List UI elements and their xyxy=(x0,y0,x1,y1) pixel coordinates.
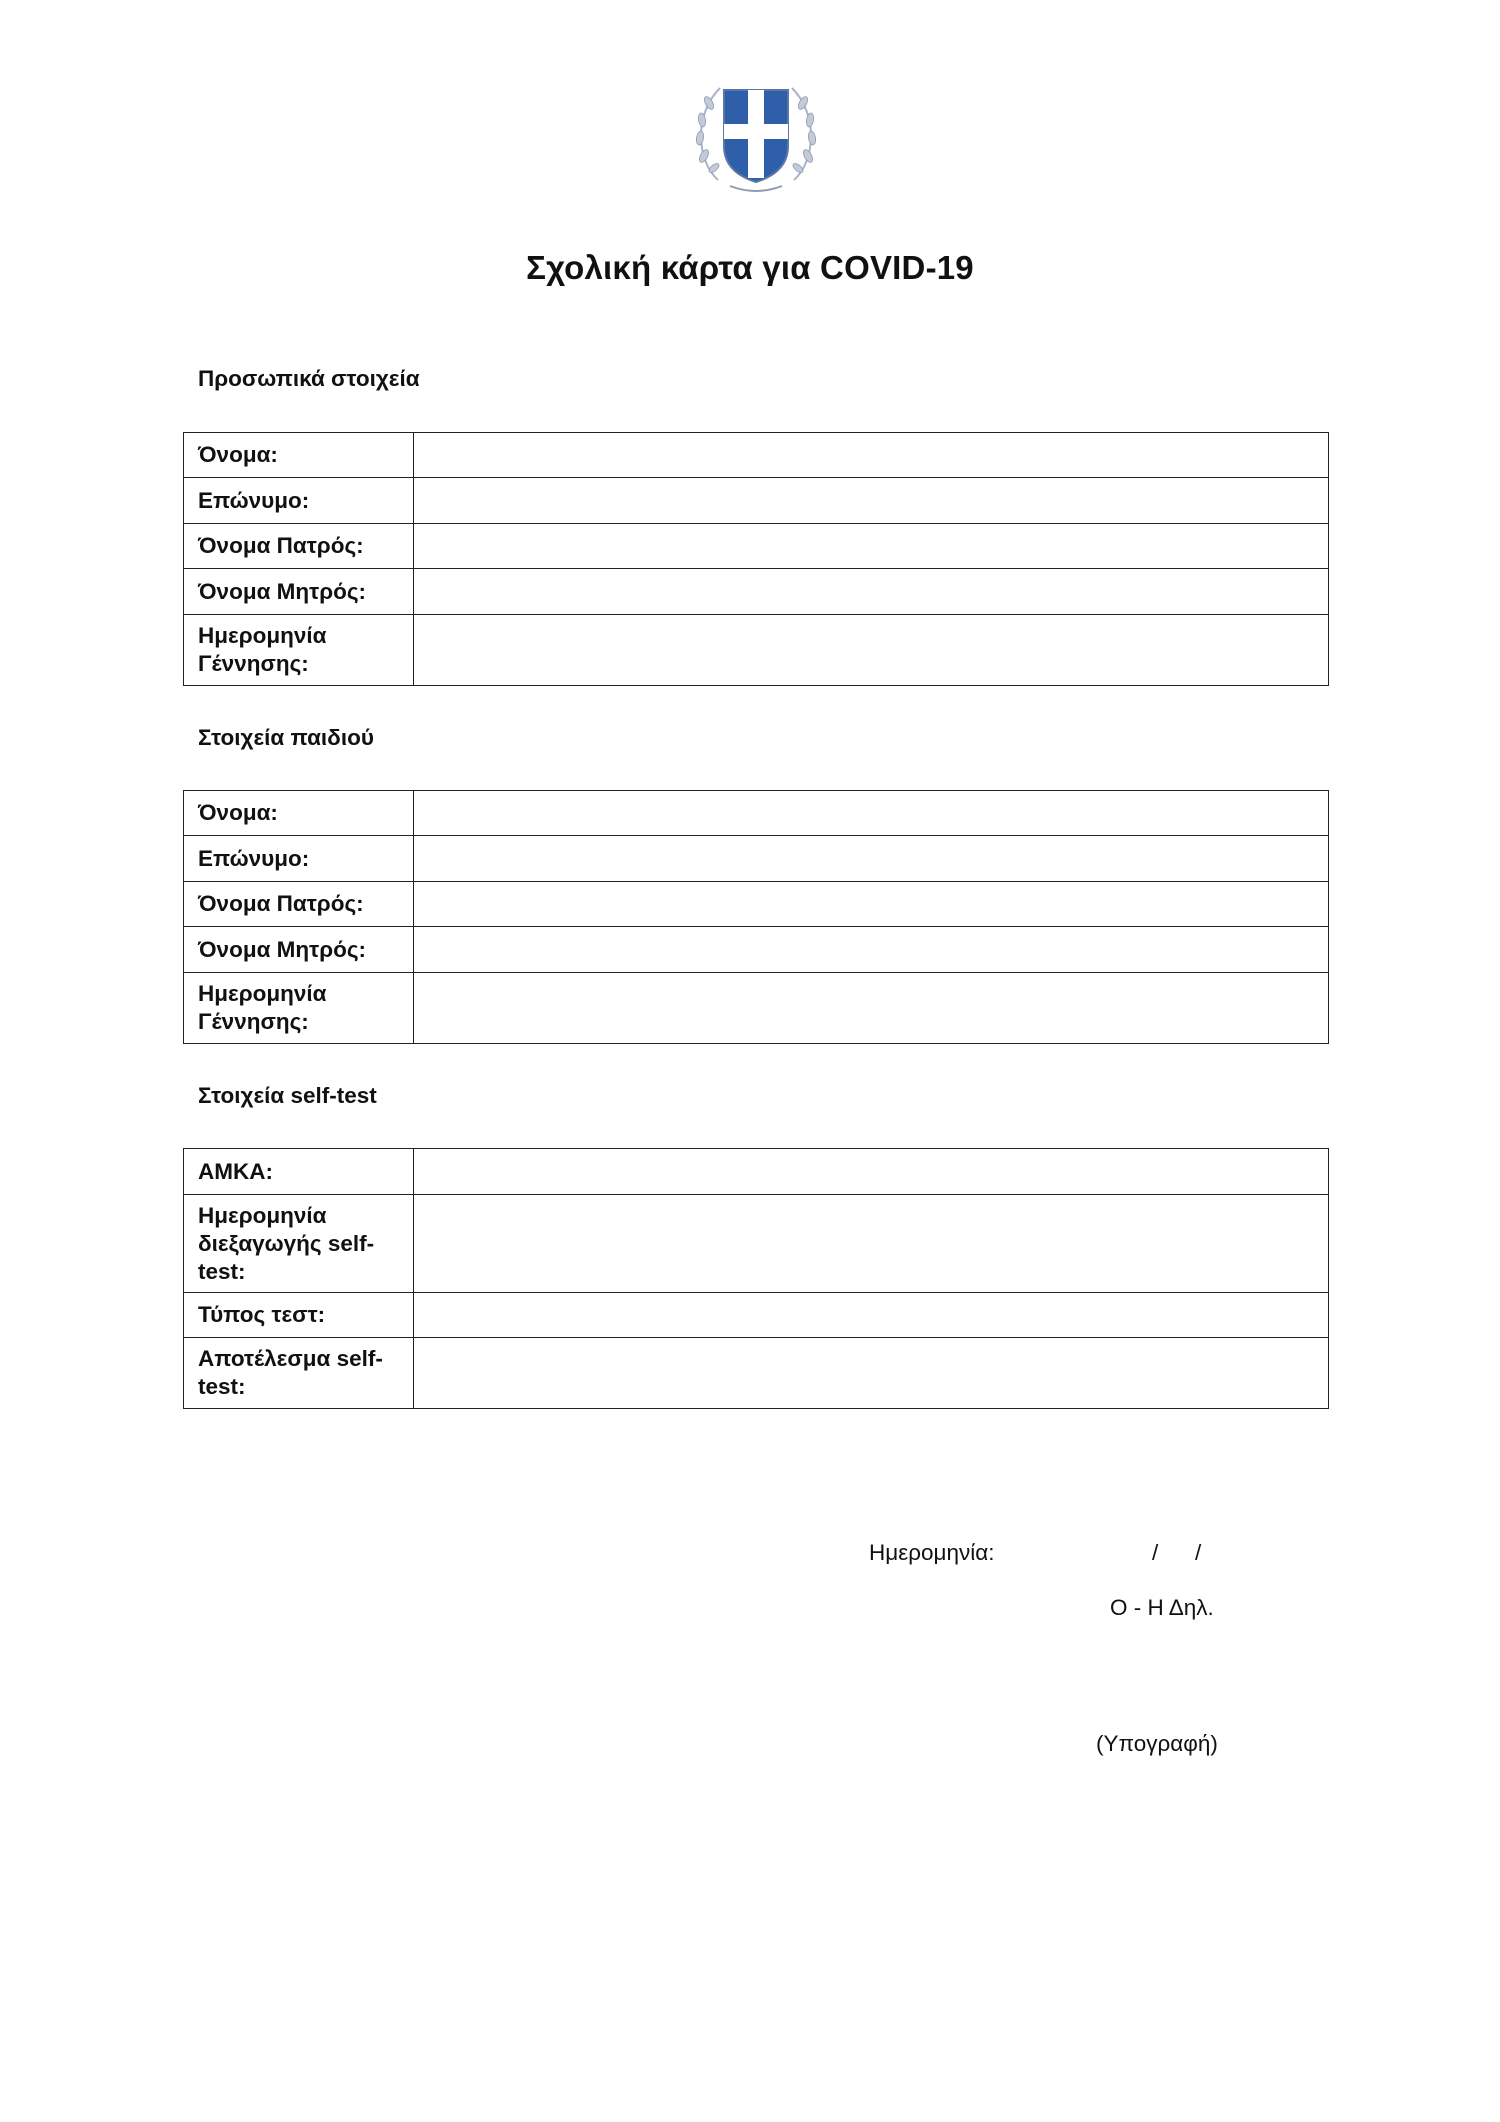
child-details-table xyxy=(183,790,1329,1044)
date-separator: / xyxy=(1195,1540,1202,1565)
section-title-personal: Προσωπικά στοιχεία xyxy=(198,366,420,391)
field-label: Ημερομηνία Γέννησης: xyxy=(184,615,414,686)
table-row xyxy=(184,1293,1329,1338)
signature-label: (Υπογραφή) xyxy=(1096,1731,1218,1756)
section-title-self-test: Στοιχεία self-test xyxy=(198,1083,377,1108)
field-label: Όνομα Μητρός: xyxy=(184,927,414,973)
table-row xyxy=(184,836,1329,882)
field-label: ΑΜΚΑ: xyxy=(184,1149,414,1195)
table-row xyxy=(184,1149,1329,1195)
amka-field[interactable] xyxy=(414,1149,1329,1195)
table-row xyxy=(184,478,1329,524)
field-label: Επώνυμο: xyxy=(184,478,414,524)
test-date-field[interactable] xyxy=(414,1195,1329,1293)
field-label: Τύπος τεστ: xyxy=(184,1293,414,1338)
child-birth-date-field[interactable] xyxy=(414,973,1329,1044)
field-label: Όνομα: xyxy=(184,791,414,836)
field-label: Επώνυμο: xyxy=(184,836,414,882)
declarant-label: Ο - Η Δηλ. xyxy=(1110,1595,1214,1620)
child-first-name-field[interactable] xyxy=(414,791,1329,836)
field-label: Αποτέλεσμα self-test: xyxy=(184,1338,414,1409)
table-row xyxy=(184,433,1329,478)
table-row xyxy=(184,791,1329,836)
field-label: Όνομα Πατρός: xyxy=(184,524,414,569)
test-type-field[interactable] xyxy=(414,1293,1329,1338)
personal-details-table xyxy=(183,432,1329,686)
child-last-name-field[interactable] xyxy=(414,836,1329,882)
table-row xyxy=(184,615,1329,686)
last-name-field[interactable] xyxy=(414,478,1329,524)
section-title-child: Στοιχεία παιδιού xyxy=(198,725,374,750)
field-label: Όνομα Μητρός: xyxy=(184,569,414,615)
field-label: Ημερομηνία διεξαγωγής self-test: xyxy=(184,1195,414,1293)
test-result-field[interactable] xyxy=(414,1338,1329,1409)
field-label: Όνομα: xyxy=(184,433,414,478)
field-label: Όνομα Πατρός: xyxy=(184,882,414,927)
first-name-field[interactable] xyxy=(414,433,1329,478)
field-label: Ημερομηνία Γέννησης: xyxy=(184,973,414,1044)
page-title: Σχολική κάρτα για COVID-19 xyxy=(526,249,974,286)
father-name-field[interactable] xyxy=(414,524,1329,569)
greek-coat-of-arms-icon xyxy=(690,68,822,200)
birth-date-field[interactable] xyxy=(414,615,1329,686)
table-row xyxy=(184,1338,1329,1409)
table-row xyxy=(184,882,1329,927)
table-row xyxy=(184,524,1329,569)
table-row xyxy=(184,973,1329,1044)
self-test-details-table xyxy=(183,1148,1329,1409)
table-row xyxy=(184,569,1329,615)
child-father-name-field[interactable] xyxy=(414,882,1329,927)
table-row xyxy=(184,1195,1329,1293)
child-mother-name-field[interactable] xyxy=(414,927,1329,973)
date-separator: / xyxy=(1152,1540,1159,1565)
date-label: Ημερομηνία: xyxy=(869,1540,995,1565)
mother-name-field[interactable] xyxy=(414,569,1329,615)
table-row xyxy=(184,927,1329,973)
